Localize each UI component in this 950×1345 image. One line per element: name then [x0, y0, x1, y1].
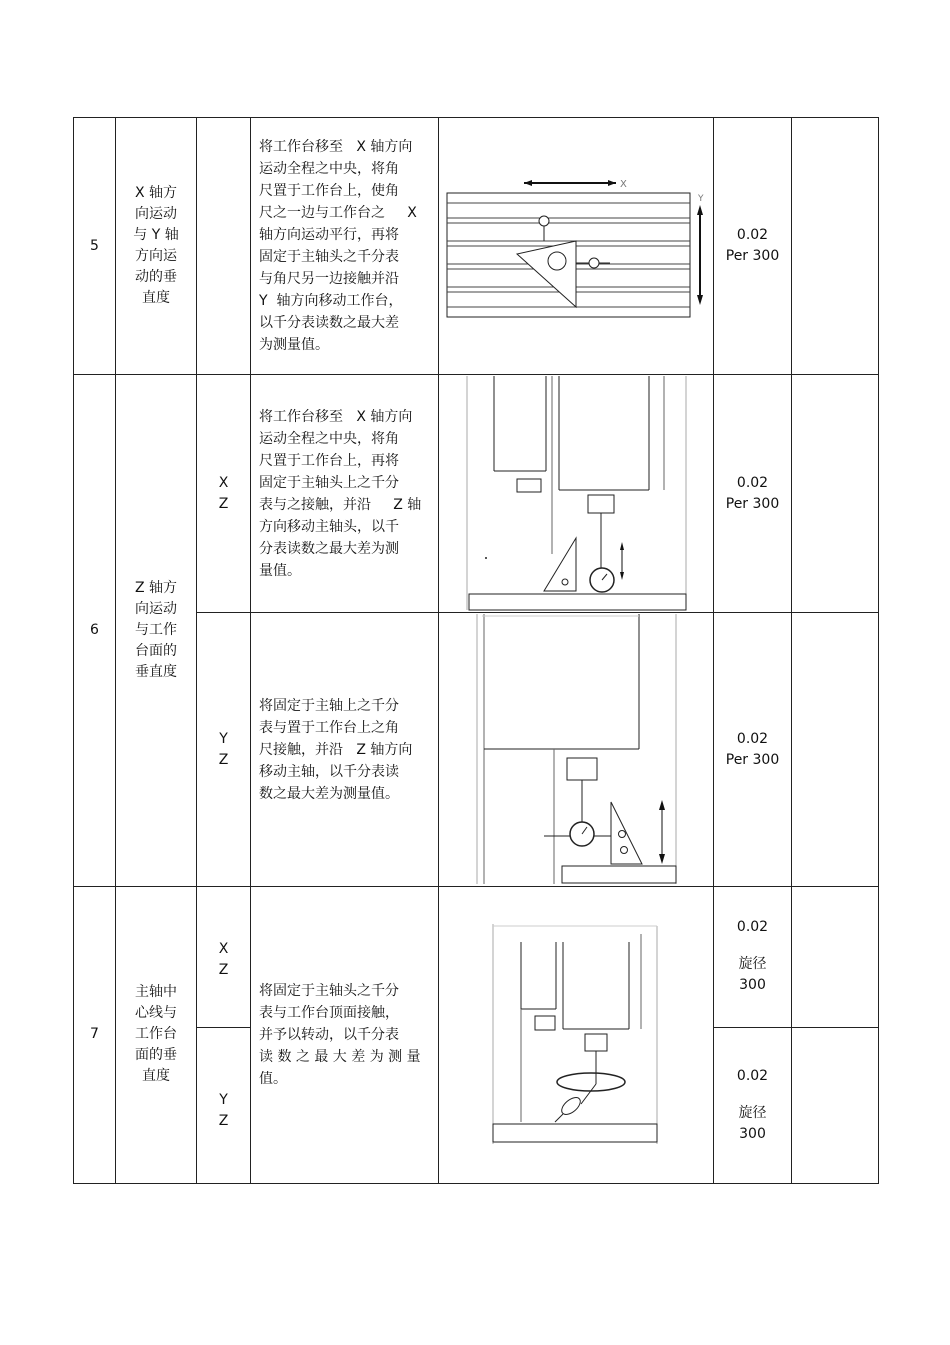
figure-xy-squareness	[439, 118, 714, 375]
axis-cell: X Z	[197, 375, 251, 613]
axis-cell: X Z	[197, 886, 251, 1027]
measured-value	[792, 118, 879, 375]
item-name: Z 轴方 向运动 与工作 台面的 垂直度	[116, 375, 197, 886]
axis-cell	[197, 118, 251, 375]
table-row	[74, 886, 879, 1027]
tolerance: 0.02 旋径 300	[714, 1027, 792, 1183]
method-description: 将固定于主轴上之千分 表与置于工作台上之角 尺接触，并沿 Z 轴方向 移动主轴，以千分表读 数之最大差为测量值。	[251, 613, 439, 886]
measured-value	[792, 613, 879, 886]
tolerance: 0.02 旋径 300	[714, 886, 792, 1027]
method-description: 将工作台移至 X 轴方向 运动全程之中央，将角 尺置于工作台上，再将 固定于主轴头上之千分 表与之接触，并沿 Z 轴 方向移动主轴头，以千 分表读数之最大差为测 量值。	[251, 375, 439, 613]
tolerance: 0.02 Per 300	[714, 613, 792, 886]
inspection-table	[73, 117, 879, 1184]
figure-xz-squareness	[439, 375, 714, 613]
tolerance: 0.02 Per 300	[714, 375, 792, 613]
spindle-diagram	[474, 614, 679, 885]
axis-cell: Y Z	[197, 613, 251, 886]
y-axis-label: Y	[697, 194, 703, 205]
tolerance: 0.02 Per 300	[714, 118, 792, 375]
item-number: 6	[74, 375, 116, 886]
table-row	[74, 118, 879, 375]
item-number: 7	[74, 886, 116, 1183]
spindle-diagram	[491, 924, 661, 1146]
measured-value	[792, 886, 879, 1027]
figure-spindle-squareness	[439, 886, 714, 1183]
axis-cell: Y Z	[197, 1027, 251, 1183]
x-axis-label: X	[619, 179, 627, 191]
table-row	[74, 375, 879, 613]
item-number: 5	[74, 118, 116, 375]
method-description: 将工作台移至 X 轴方向 运动全程之中央，将角 尺置于工作台上，使角 尺之一边与工作台之 X 轴方向运动平行，再将 固定于主轴头之千分表 与角尺另一边接触并沿 Y 轴方向移动工作台， 以千分表读数之最大差 为测量值。	[251, 118, 439, 375]
item-name: 主轴中 心线与 工作台 面的垂 直度	[116, 886, 197, 1183]
measured-value	[792, 1027, 879, 1183]
method-description: 将固定于主轴头之千分 表与工作台顶面接触， 并予以转动，以千分表 读 数 之 最 大 差 为 测 量 值。	[251, 886, 439, 1183]
spindle-diagram	[464, 376, 689, 612]
table-diagram	[444, 171, 709, 321]
figure-yz-squareness	[439, 613, 714, 886]
item-name: X 轴方 向运动 与 Y 轴 方向运 动的垂 直度	[116, 118, 197, 375]
measured-value	[792, 375, 879, 613]
